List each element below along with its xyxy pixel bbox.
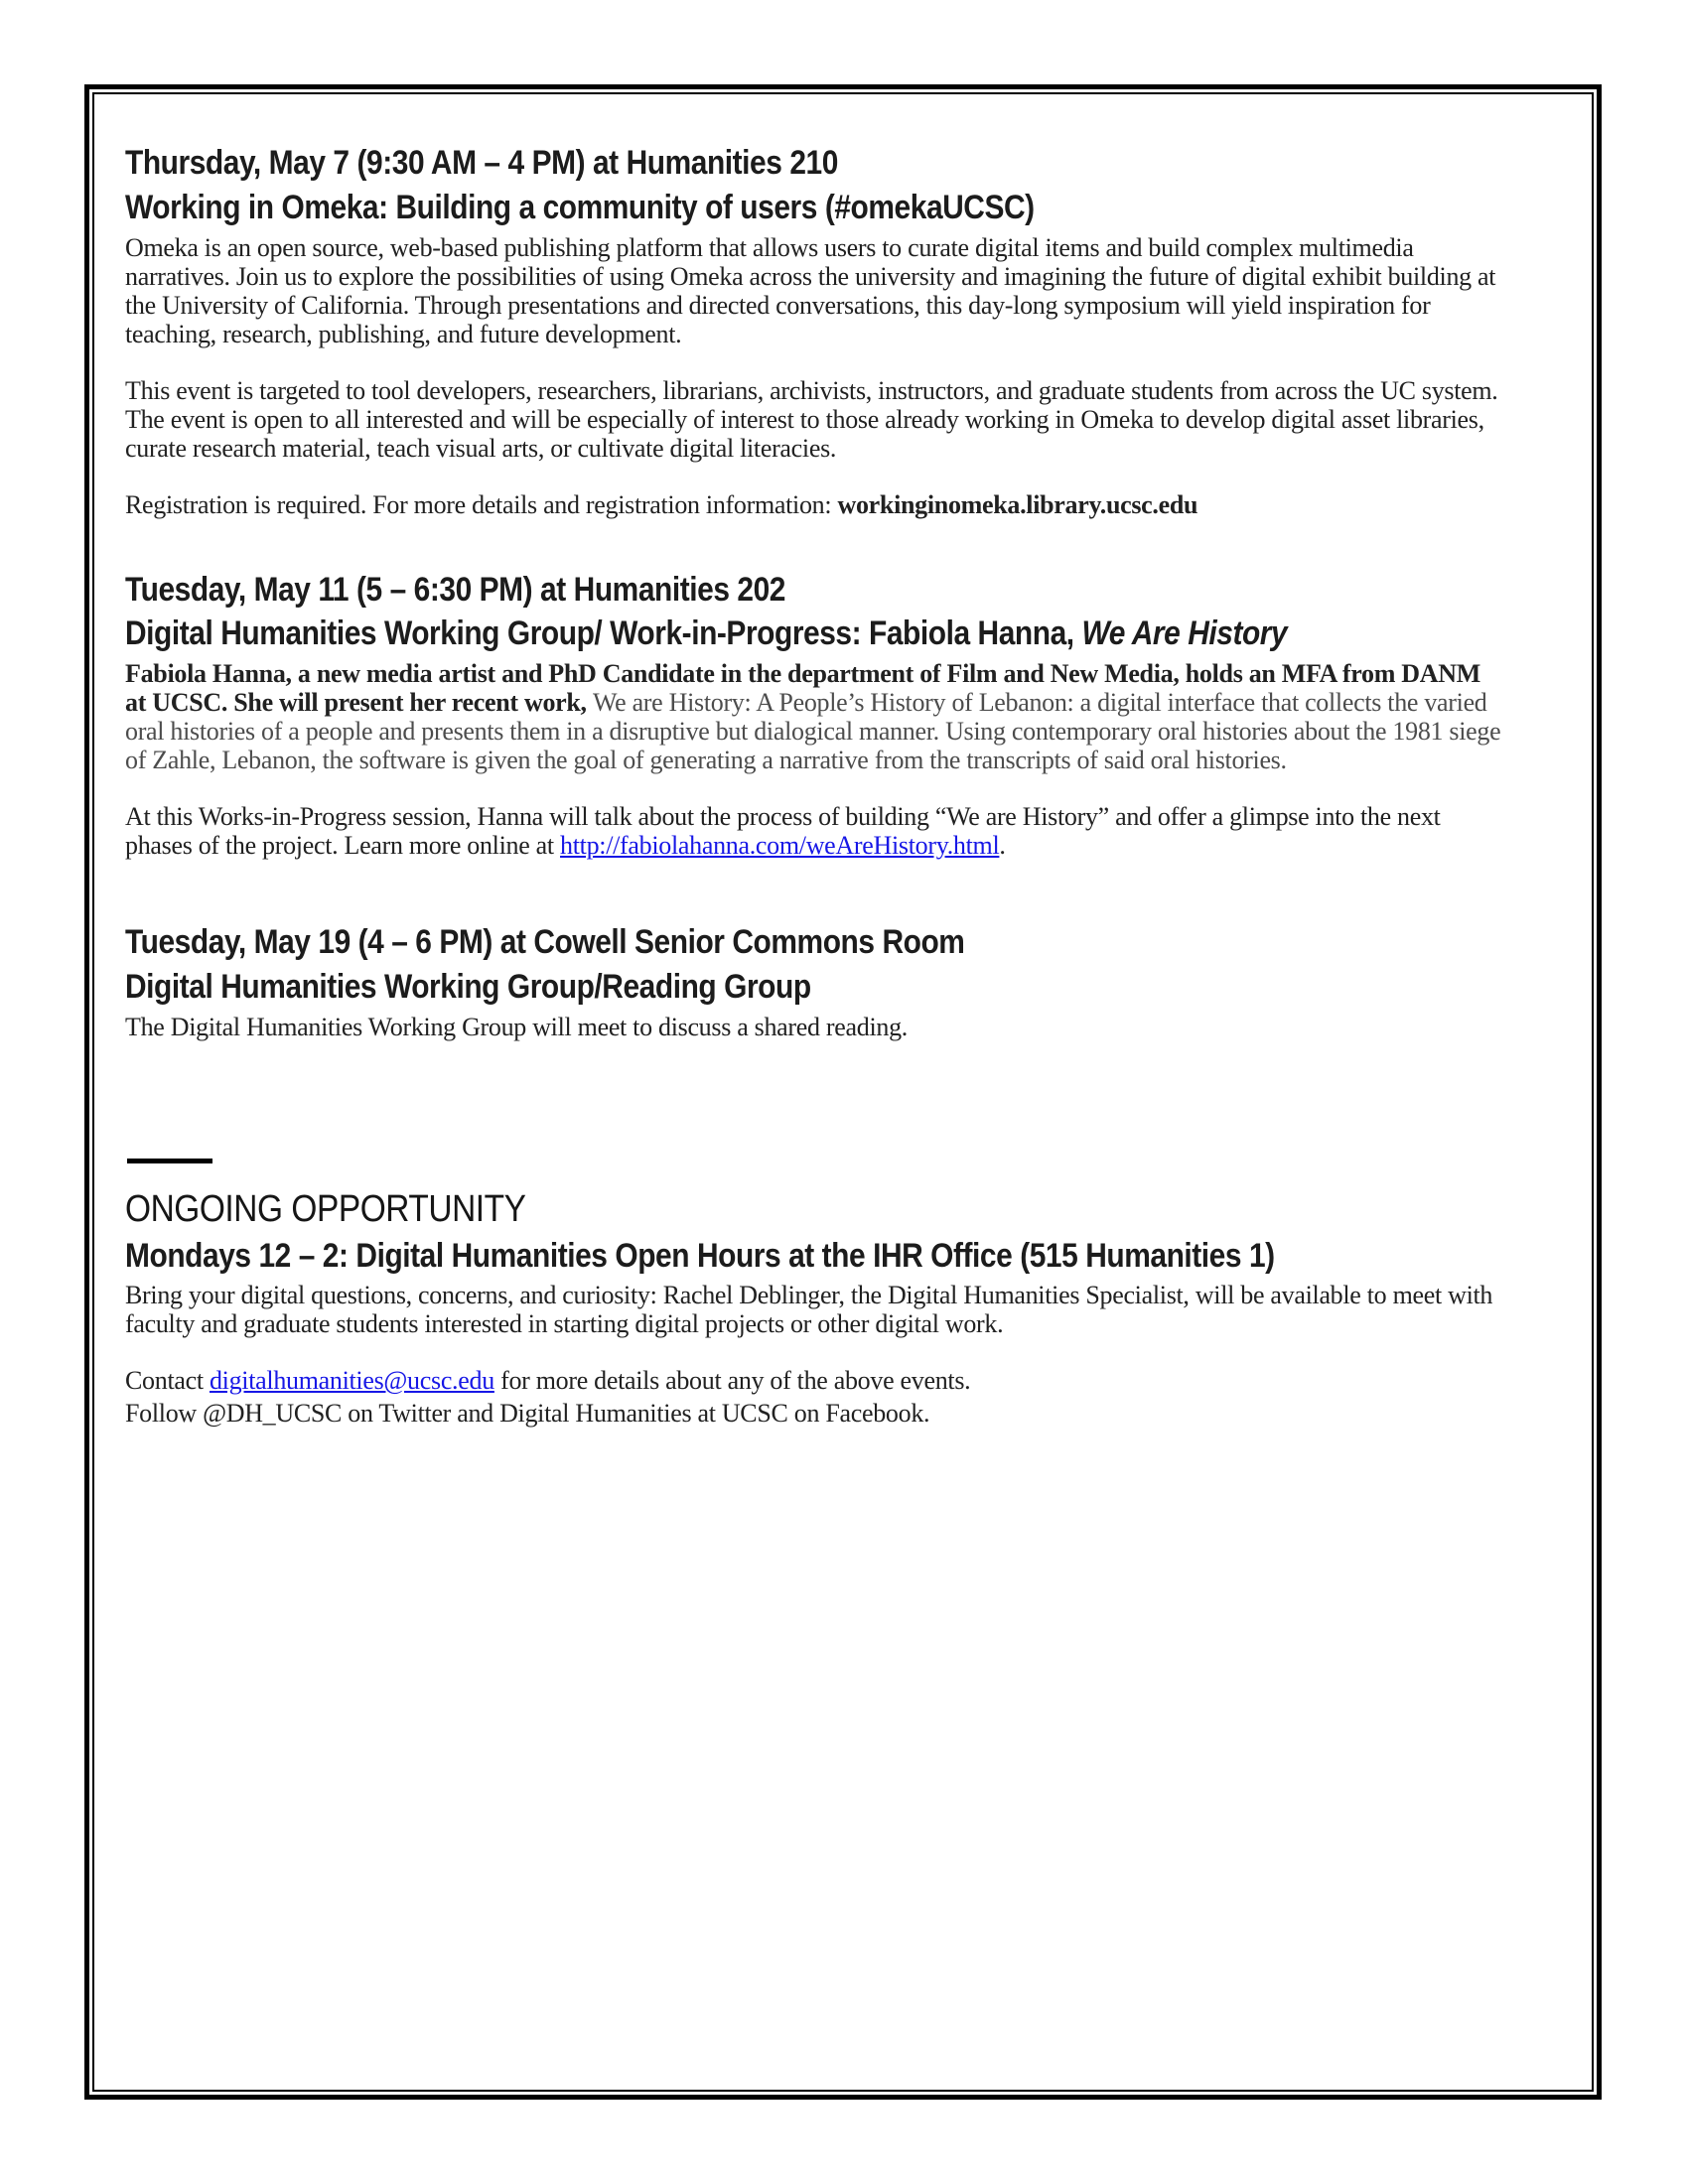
event-datetime-heading: Tuesday, May 19 (4 – 6 PM) at Cowell Senior Commons Room xyxy=(125,923,965,962)
section-divider-rule xyxy=(127,1159,212,1163)
contact-suffix-text: for more details about any of the above events. xyxy=(493,1366,971,1396)
open-hours-description-paragraph: Bring your digital questions, concerns, and curiosity: Rachel Deblinger, the Digital Humanities Specialist, will be available to meet with faculty and graduate students interested in starting digital projects or other digital work. xyxy=(125,1281,1493,1339)
open-hours-heading: Mondays 12 – 2: Digital Humanities Open Hours at the IHR Office (515 Humanities 1) xyxy=(125,1236,1275,1275)
speaker-bio-text: Fabiola Hanna, a new media artist and PhD Candidate in the department of Film and New Media, holds an MFA from DANM at UCSC. She will present her recent work, xyxy=(125,659,1480,718)
event-datetime-heading: Tuesday, May 11 (5 – 6:30 PM) at Humanities 202 xyxy=(125,570,786,609)
social-follow-paragraph: Follow @DH_UCSC on Twitter and Digital Humanities at UCSC on Facebook. xyxy=(125,1399,930,1429)
page-content xyxy=(94,94,1592,2090)
session-details-paragraph xyxy=(125,802,1502,860)
registration-paragraph xyxy=(125,490,1502,519)
event-description-paragraph: The Digital Humanities Working Group will meet to discuss a shared reading. xyxy=(125,1012,908,1041)
registration-url-text: workinginomeka.library.ucsc.edu xyxy=(837,489,1198,519)
section-work-in-progress xyxy=(125,569,1502,861)
session-details-text: At this Works-in-Progress session, Hanna will talk about the process of building “We are History” and offer a glimpse into the next phases of the project. Learn more online at xyxy=(125,802,1441,861)
event-title-work-name: We Are History xyxy=(1081,614,1288,653)
event-title-heading: Digital Humanities Working Group/Reading Group xyxy=(125,968,811,1007)
section-reading-group xyxy=(125,921,1502,1041)
speaker-bio-paragraph xyxy=(125,659,1502,774)
event-title-heading: Working in Omeka: Building a community of users (#omekaUCSC) xyxy=(125,188,1035,226)
event-description-paragraph: Omeka is an open source, web-based publishing platform that allows users to curate digital items and build complex multimedia narratives. Join us to explore the possibilities of using Omeka across the university and imagining the future of digital exhibit building at the University of California. Through presentations and directed conversations, this day-long symposium will yield inspiration for teaching, research, publishing, and future development. xyxy=(125,232,1496,348)
fabiolahanna-url-link[interactable]: http://fabiolahanna.com/weAreHistory.html xyxy=(560,831,1000,861)
registration-text: Registration is required. For more details and registration information: xyxy=(125,489,838,519)
section-omeka-symposium xyxy=(125,142,1502,519)
work-description-text: We are History: A People’s History of Lebanon: a digital interface that collects the varied oral histories of a people and presents them in a disruptive but dialogical manner. Using contemporary oral histories about the 1981 siege of Zahle, Lebanon, the software is given the goal of generating a narrative from the transcripts of said oral histories. xyxy=(125,688,1501,775)
page-border-inner xyxy=(92,92,1594,2092)
email-link[interactable]: digitalhumanities@ucsc.edu xyxy=(209,1366,494,1396)
section-ongoing-opportunity xyxy=(125,1187,1502,1428)
ongoing-opportunity-heading: ONGOING OPPORTUNITY xyxy=(125,1187,526,1230)
event-title-heading xyxy=(125,613,1337,655)
event-title-text: Digital Humanities Working Group/ Work-in-Progress: Fabiola Hanna, xyxy=(125,614,1082,653)
event-datetime-heading: Thursday, May 7 (9:30 AM – 4 PM) at Humanities 210 xyxy=(125,144,838,182)
session-details-suffix: . xyxy=(999,831,1006,861)
page-border-outer xyxy=(84,84,1602,2100)
contact-text: Contact xyxy=(125,1366,210,1396)
contact-paragraph xyxy=(125,1366,1502,1395)
event-audience-paragraph: This event is targeted to tool developers, researchers, librarians, archivists, instructors, and graduate students from across the UC system. The event is open to all interested and will be especially of interest to those already working in Omeka to develop digital asset libraries, curate research material, teach visual arts, or cultivate digital literacies. xyxy=(125,375,1498,463)
